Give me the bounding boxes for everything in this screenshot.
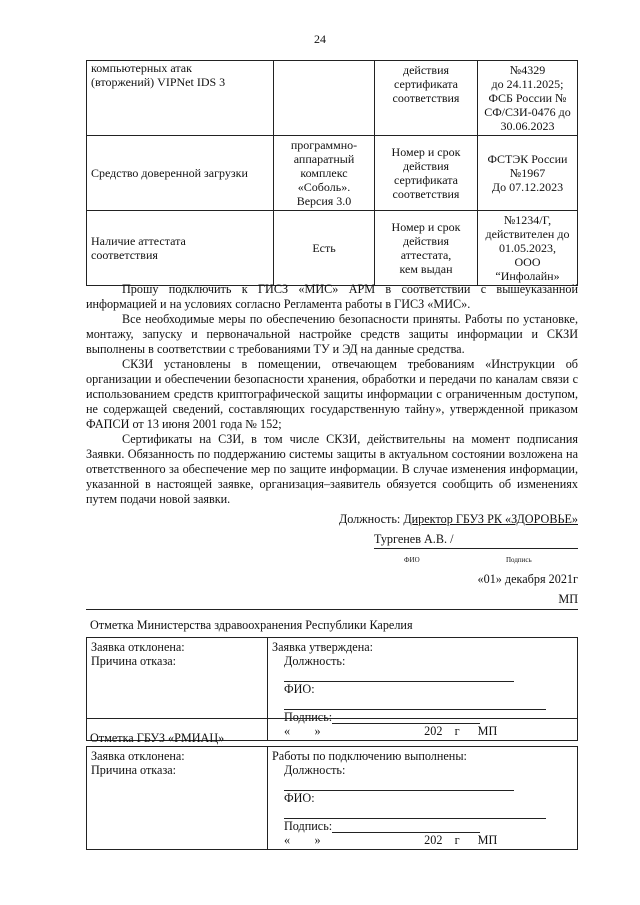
ministry-reason-label: Причина отказа:: [91, 654, 177, 668]
signature-block: [86, 512, 578, 606]
table-cell: [478, 61, 578, 136]
signer-position: [86, 512, 578, 527]
ministry-rejected-label: Заявка отклонена:: [91, 640, 185, 654]
cell-line: действия: [402, 159, 450, 173]
table-cell: [478, 211, 578, 286]
rmiac-section-title: Отметка ГБУЗ «РМИАЦ»: [90, 731, 225, 745]
ministry-fio-label: ФИО:: [284, 682, 315, 696]
table-row: [87, 136, 578, 211]
cell-line: СФ/СЗИ-0476 до: [484, 105, 571, 119]
cell-line: Версия 3.0: [296, 194, 352, 208]
table-cell: [87, 211, 274, 286]
cell-line: действителен до: [485, 227, 570, 241]
rmiac-completed-label: Работы по подключению выполнены:: [272, 749, 467, 763]
ministry-sign-label: Подпись:: [284, 710, 333, 724]
page-number: 24: [314, 32, 326, 46]
ministry-date-line: « » 202 г: [284, 724, 460, 738]
table-row: [87, 211, 578, 286]
cell-line: сертификата: [394, 77, 458, 91]
cell-line: ФСБ России №: [488, 91, 567, 105]
table-cell: [87, 61, 274, 136]
rmiac-stamp-place: МП: [477, 833, 498, 847]
rmiac-rejected-label: Заявка отклонена:: [91, 749, 185, 763]
cell-line: «Соболь».: [297, 180, 351, 194]
rmiac-reason-label: Причина отказа:: [91, 763, 177, 777]
position-label: Должность:: [338, 512, 401, 526]
cell-line: компьютерных атак: [91, 61, 192, 75]
cell-line: Номер и срок: [391, 220, 461, 234]
stamp-place: МП: [558, 592, 578, 606]
table-cell: [478, 136, 578, 211]
cell-line: До 07.12.2023: [491, 180, 564, 194]
table-cell: [375, 211, 478, 286]
position-value: Директор ГБУЗ РК «ЗДОРОВЬЕ»: [403, 512, 578, 526]
table-cell: [375, 61, 478, 136]
rmiac-fio-field[interactable]: [284, 806, 546, 819]
cell-line: действия: [402, 63, 450, 77]
cell-line: ООО: [514, 255, 541, 269]
cell-line: программно-: [290, 138, 358, 152]
paragraph-security-measures: Все необходимые меры по обеспечению безопасности приняты. Работы по установке, монтажу, запуску и первоначальной настройке средств защиты информации и СКЗИ выполнены в соответствии с требованиями ТУ и ЭД на данные средства.: [86, 312, 578, 356]
signature-date: «01» декабря 2021г: [477, 572, 578, 586]
table-cell: [375, 136, 478, 211]
cell-line: Номер и срок: [391, 145, 461, 159]
cell-line: №1234/Г,: [503, 213, 552, 227]
ministry-stamp-place: МП: [477, 724, 498, 738]
cell-line: №4329: [509, 63, 546, 77]
paragraph-connect-request: Прошу подключить к ГИСЗ «МИС» АРМ в соответствии с вышеуказанной информацией и на условиях согласно Регламента работы в ГИСЗ «МИС».: [86, 282, 578, 311]
cell-line: ФСТЭК России: [487, 152, 568, 166]
table-row: [87, 61, 578, 136]
ministry-position-field[interactable]: [284, 669, 514, 682]
cell-line: соответствия: [91, 248, 158, 262]
cell-line: 01.05.2023,: [499, 241, 556, 255]
rmiac-sign-label: Подпись:: [284, 819, 333, 833]
rmiac-date-line: « » 202 г: [284, 833, 460, 847]
cell-line: №1967: [509, 166, 546, 180]
table-cell: [274, 136, 375, 211]
cell-line: кем выдан: [399, 262, 453, 276]
cell-line: (вторжений) VIPNet IDS 3: [91, 75, 226, 89]
table-cell: [274, 61, 375, 136]
paragraph-skzi-premises: СКЗИ установлены в помещении, отвечающем требованиям «Инструкции об организации и обеспечении безопасности хранения, обработки и передачи по каналам связи с использованием средств криптографической защиты информации с ограниченным доступом, не содержащей сведений, составляющих государственную тайну», утвержденной приказом ФАПСИ от 13 июня 2001 года № 152;: [86, 357, 578, 431]
cell-line: действия: [402, 234, 450, 248]
rmiac-position-label: Должность:: [284, 763, 346, 777]
paragraph-certificates: Сертификаты на СЗИ, в том числе СКЗИ, действительны на момент подписания Заявки. Обязанность по поддержанию системы защиты в актуальном состоянии возложена на ответственного за обеспечение мер по защите информации. В случае изменения информации, указанной в настоящей заявке, организация–заявитель обязуется сообщить об изменениях путем подачи новой заявки.: [86, 432, 578, 506]
rmiac-position-field[interactable]: [284, 778, 514, 791]
security-means-table: [86, 60, 578, 286]
ministry-position-label: Должность:: [284, 654, 346, 668]
ministry-section-title: Отметка Министерства здравоохранения Республики Карелия: [90, 618, 413, 632]
ministry-approved-label: Заявка утверждена:: [272, 640, 374, 654]
section-divider-1: [86, 609, 578, 610]
table-cell: [87, 136, 274, 211]
table-cell: [274, 211, 375, 286]
cell-line: “Инфолайн»: [495, 269, 560, 283]
cell-line: комплекс: [300, 166, 348, 180]
cell-line: аттестата,: [400, 248, 452, 262]
rmiac-fio-label: ФИО:: [284, 791, 315, 805]
rmiac-approval-table: [86, 746, 578, 850]
cell-line: 30.06.2023: [500, 119, 555, 133]
cell-line: Средство доверенной загрузки: [91, 166, 248, 180]
signer-name-line: [374, 532, 578, 549]
cell-line: Наличие аттестата: [91, 234, 186, 248]
cell-line: до 24.11.2025;: [491, 77, 564, 91]
cell-line: соответствия: [392, 91, 460, 105]
ministry-approval-table: [86, 637, 578, 741]
sign-hint: Подпись: [506, 556, 532, 564]
fio-hint: ФИО: [404, 556, 420, 564]
signer-name: Тургенев А.В. /: [374, 532, 454, 546]
ministry-fio-field[interactable]: [284, 697, 546, 710]
application-body: [86, 282, 578, 507]
rmiac-sign-field[interactable]: [332, 820, 480, 833]
section-divider-2: [86, 718, 578, 719]
cell-line: Есть: [312, 241, 336, 255]
cell-line: соответствия: [392, 187, 460, 201]
cell-line: аппаратный: [293, 152, 355, 166]
cell-line: сертификата: [394, 173, 458, 187]
